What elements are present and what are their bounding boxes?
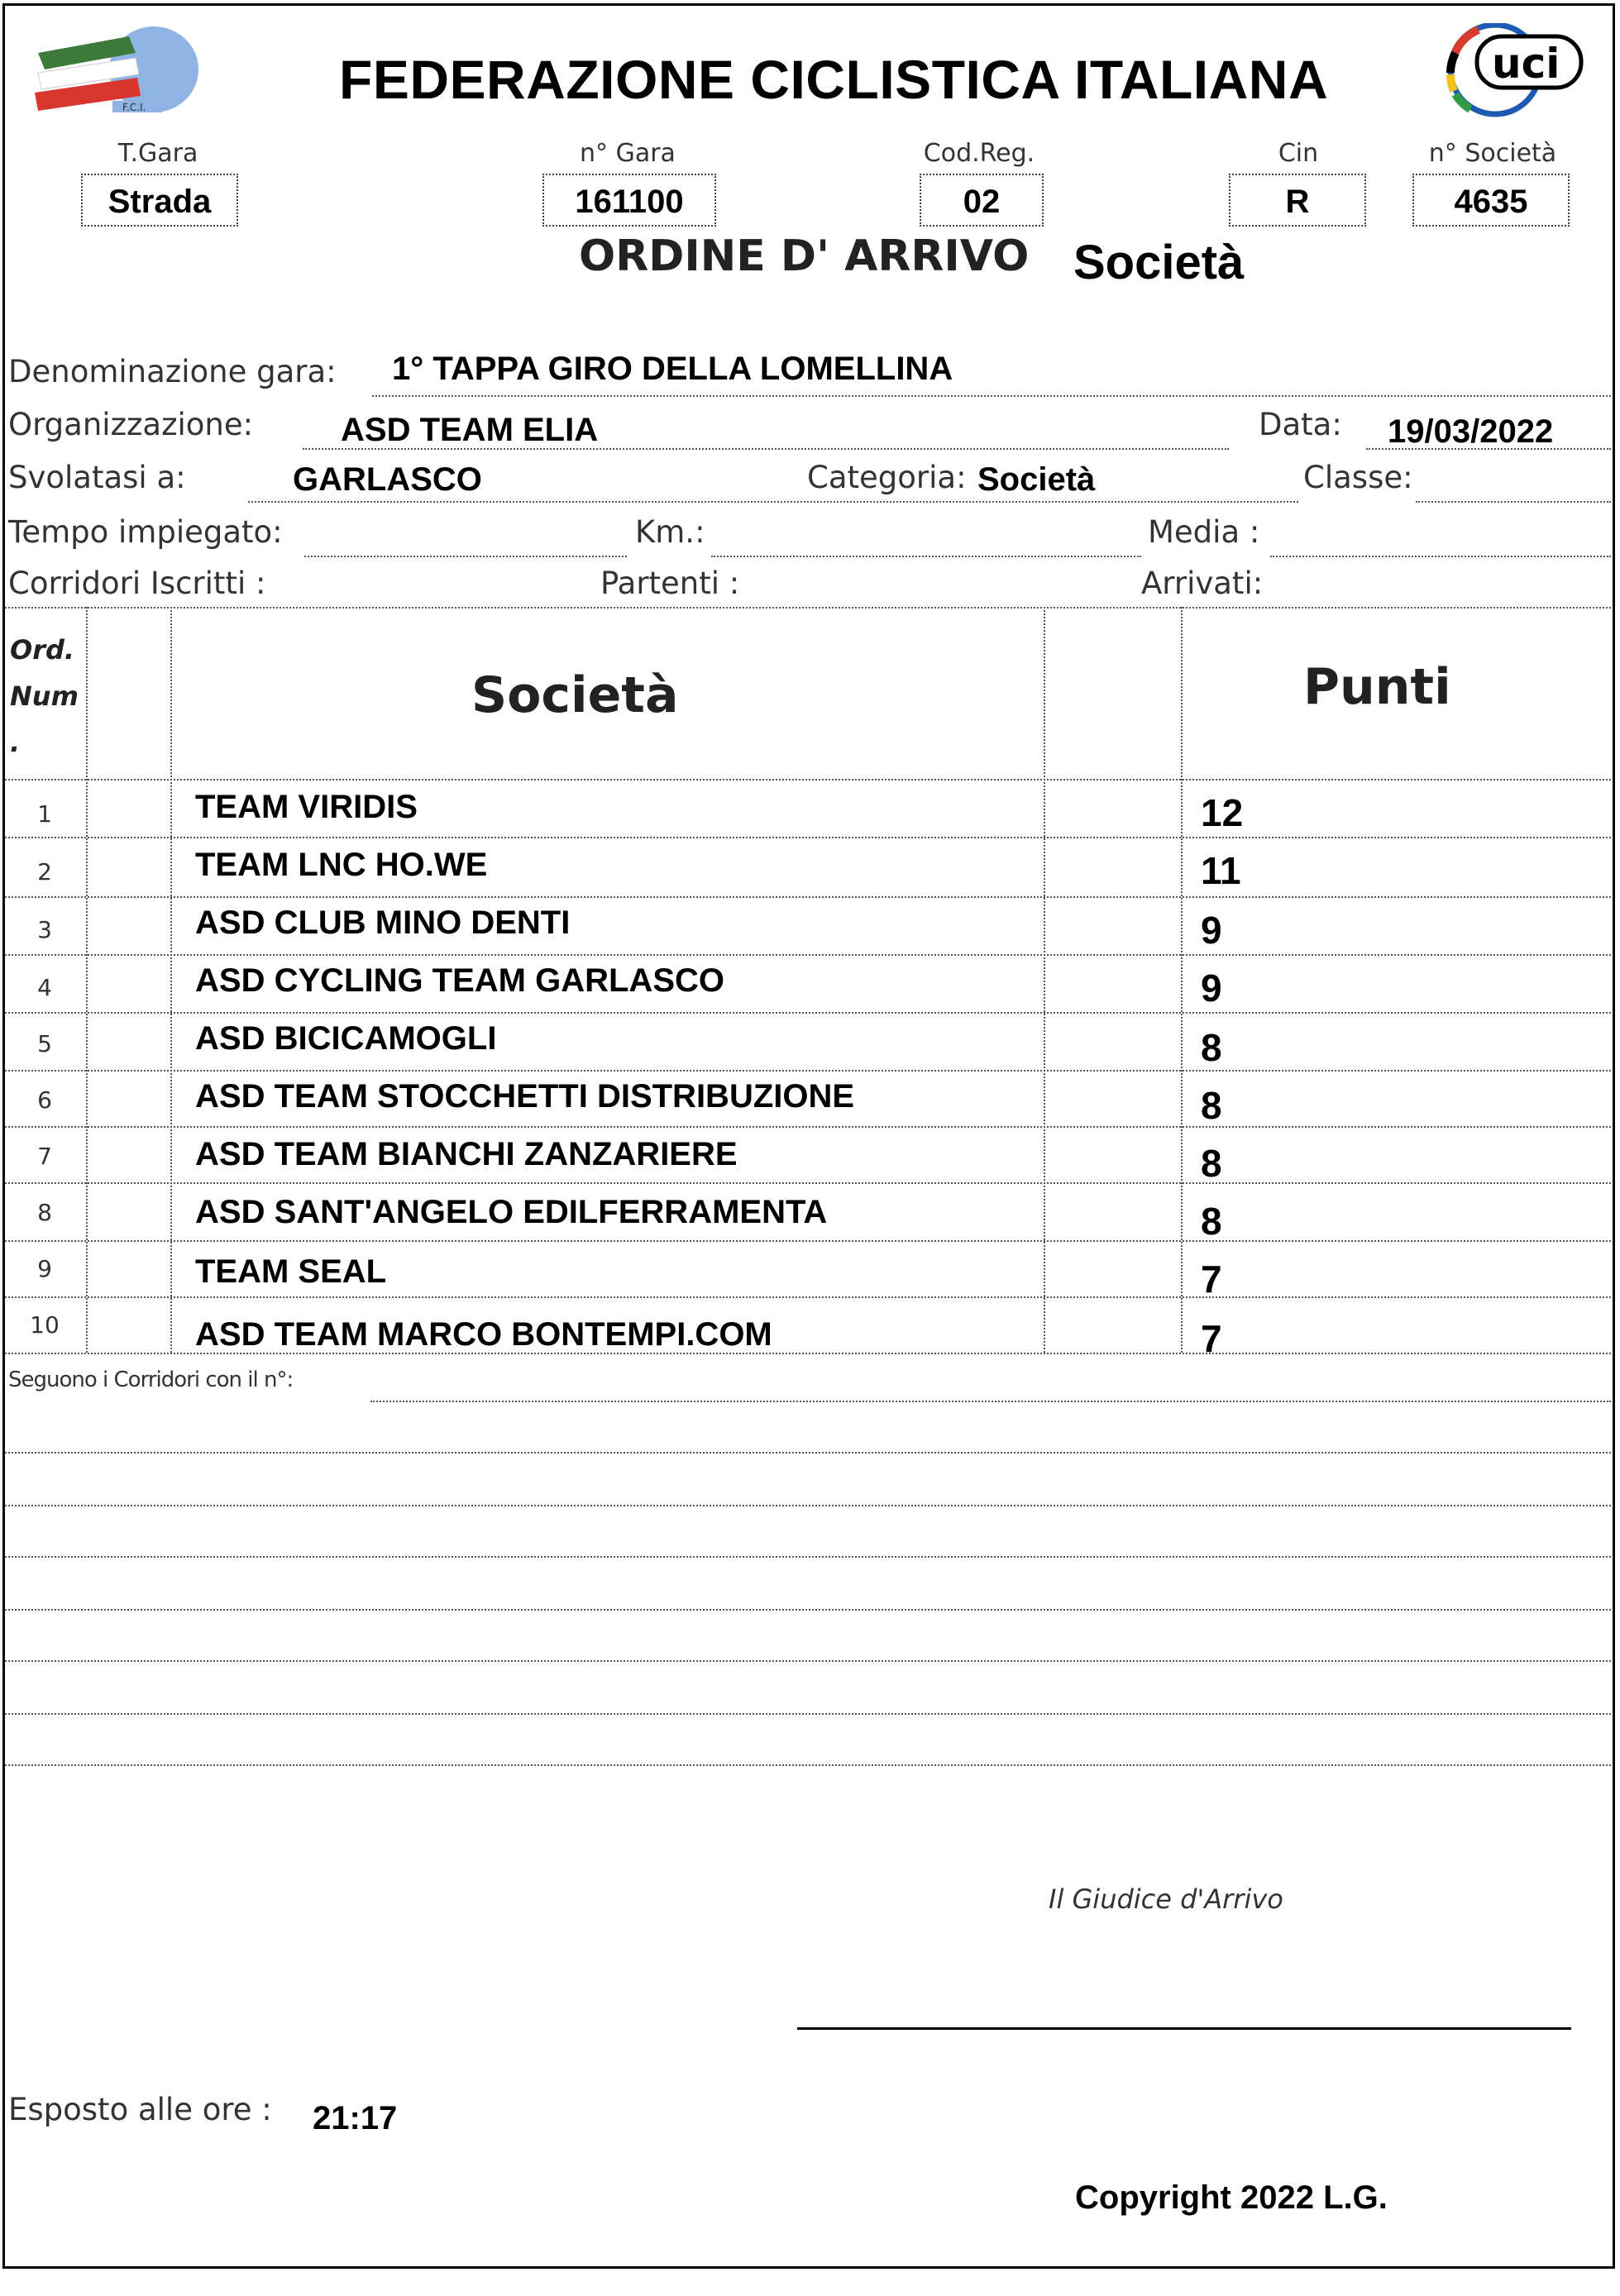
row-team-name: TEAM VIRIDIS xyxy=(195,789,418,825)
field-value-nsocieta: 4635 xyxy=(1412,174,1570,227)
iscritti-label: Corridori Iscritti : xyxy=(8,566,266,601)
organizzazione-value: ASD TEAM ELIA xyxy=(341,412,599,448)
societa-column-header: Società xyxy=(471,666,679,724)
field-label-tgara: T.Gara xyxy=(117,139,198,168)
arrivati-label: Arrivati: xyxy=(1141,566,1264,601)
row-team-name: TEAM LNC HO.WE xyxy=(195,847,488,883)
row-number: 6 xyxy=(37,1086,52,1114)
field-label-nsocieta: n° Società xyxy=(1428,139,1557,168)
row-number: 2 xyxy=(37,858,52,885)
categoria-label: Categoria: xyxy=(807,460,967,495)
row-points: 7 xyxy=(1201,1258,1222,1301)
partenti-label: Partenti : xyxy=(600,566,740,601)
row-team-name: ASD BICICAMOGLI xyxy=(195,1020,497,1057)
field-value-ngara: 161100 xyxy=(542,174,716,227)
svg-text:F.C.I.: F.C.I. xyxy=(122,102,146,113)
row-points: 9 xyxy=(1201,909,1222,952)
giudice-label: Il Giudice d'Arrivo xyxy=(1049,1883,1283,1915)
ord-header-line3: . xyxy=(10,727,21,758)
organizzazione-label: Organizzazione: xyxy=(8,407,254,442)
row-number: 4 xyxy=(37,974,52,1001)
punti-column-header: Punti xyxy=(1303,658,1451,716)
field-label-codreg: Cod.Reg. xyxy=(923,139,1035,168)
svolatasi-label: Svolatasi a: xyxy=(8,460,186,495)
classe-label: Classe: xyxy=(1303,460,1413,495)
signature-line xyxy=(797,2027,1571,2030)
row-points: 8 xyxy=(1201,1200,1222,1243)
field-label-ngara: n° Gara xyxy=(580,139,676,168)
row-team-name: ASD CYCLING TEAM GARLASCO xyxy=(195,962,724,999)
row-points: 7 xyxy=(1201,1317,1222,1360)
denominazione-label: Denominazione gara: xyxy=(8,354,337,389)
row-points: 8 xyxy=(1201,1142,1222,1185)
media-label: Media : xyxy=(1148,514,1260,550)
row-points: 12 xyxy=(1201,791,1244,834)
tempo-label: Tempo impiegato: xyxy=(8,514,283,550)
esposto-value: 21:17 xyxy=(313,2100,398,2136)
data-value: 19/03/2022 xyxy=(1388,413,1554,450)
row-team-name: ASD CLUB MINO DENTI xyxy=(195,905,571,941)
fci-logo xyxy=(30,25,200,117)
page-title: FEDERAZIONE CICLISTICA ITALIANA xyxy=(339,49,1329,110)
row-number: 3 xyxy=(37,916,52,943)
data-label: Data: xyxy=(1259,407,1342,442)
ord-header-line2: Num xyxy=(10,680,79,712)
svg-text:uci: uci xyxy=(1492,40,1560,88)
row-team-name: ASD TEAM MARCO BONTEMPI.COM xyxy=(195,1316,772,1353)
categoria-value: Società xyxy=(977,461,1096,498)
row-team-name: ASD TEAM BIANCHI ZANZARIERE xyxy=(195,1136,738,1172)
ord-header-line1: Ord. xyxy=(10,634,75,666)
esposto-label: Esposto alle ore : xyxy=(8,2092,272,2127)
field-label-cin: Cin xyxy=(1278,139,1319,168)
field-value-cin: R xyxy=(1229,174,1366,227)
denominazione-value: 1° TAPPA GIRO DELLA LOMELLINA xyxy=(392,351,953,387)
seguono-label: Seguono i Corridori con il n°: xyxy=(8,1368,294,1392)
row-points: 8 xyxy=(1201,1084,1222,1127)
row-points: 11 xyxy=(1201,849,1241,892)
field-value-tgara: Strada xyxy=(81,174,238,227)
uci-logo xyxy=(1446,23,1588,121)
copyright: Copyright 2022 L.G. xyxy=(1075,2179,1388,2216)
row-number: 5 xyxy=(37,1030,52,1057)
km-label: Km.: xyxy=(635,514,705,550)
row-number: 8 xyxy=(37,1199,52,1226)
row-team-name: ASD TEAM STOCCHETTI DISTRIBUZIONE xyxy=(195,1078,855,1115)
row-team-name: ASD SANT'ANGELO EDILFERRAMENTA xyxy=(195,1194,828,1230)
svolatasi-value: GARLASCO xyxy=(293,461,482,498)
field-value-codreg: 02 xyxy=(920,174,1044,227)
row-number: 10 xyxy=(30,1311,60,1339)
row-number: 7 xyxy=(37,1143,52,1170)
report-category: Società xyxy=(1073,236,1245,289)
row-number: 1 xyxy=(37,800,52,828)
report-title: ORDINE D' ARRIVO xyxy=(579,232,1030,281)
row-team-name: TEAM SEAL xyxy=(195,1253,387,1290)
row-number: 9 xyxy=(37,1255,52,1282)
row-points: 8 xyxy=(1201,1026,1222,1069)
row-points: 9 xyxy=(1201,967,1222,1010)
